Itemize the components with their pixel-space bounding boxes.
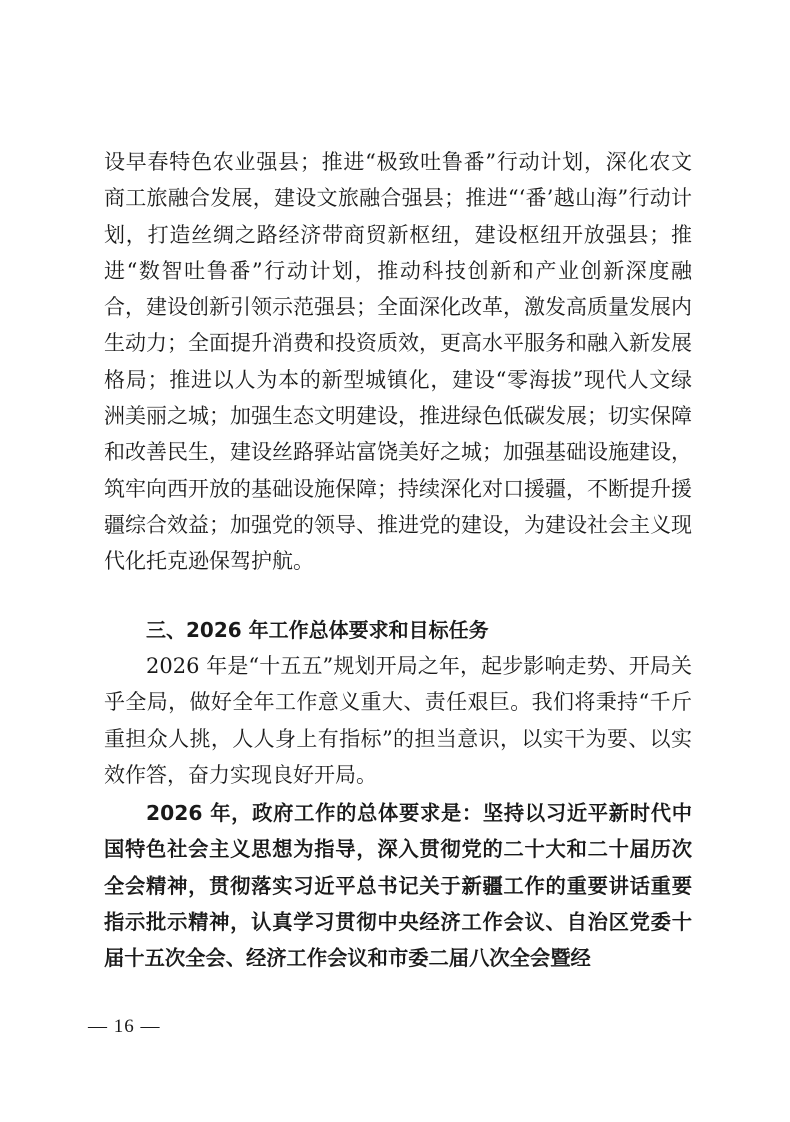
- requirements-lead: 2026 年，政府工作的总体要求是：: [146, 801, 483, 825]
- section-heading: 三、2026 年工作总体要求和目标任务: [146, 618, 489, 642]
- page-number: — 16 —: [88, 1016, 161, 1037]
- body-paragraph-requirements: [104, 795, 692, 976]
- requirements-body: 坚持以习近平新时代中国特色社会主义思想为指导，深入贯彻党的二十大和二十届历次全会精神，贯彻落实习近平总书记关于新疆工作的重要讲话重要指示批示精神，认真学习贯彻中央经济工作会议、自治区党委十届十五次全会、经济工作会议和市委二届八次全会暨经: [104, 801, 692, 971]
- body-paragraph-intro: 2026 年是“十五五”规划开局之年，起步影响走势、开局关乎全局，做好全年工作意义重大、责任艰巨。我们将秉持“千斤重担众人挑，人人身上有指标”的担当意识，以实干为要、以实效作答，奋力实现良好开局。: [104, 654, 692, 787]
- body-paragraph-continuation: 设早春特色农业强县；推进“极致吐鲁番”行动计划，深化农文商工旅融合发展，建设文旅融合强县；推进“‘番’越山海”行动计划，打造丝绸之路经济带商贸新枢纽，建设枢纽开放强县；推进“数智吐鲁番”行动计划，推动科技创新和产业创新深度融合，建设创新引领示范强县；全面深化改革，激发高质量发展内生动力；全面提升消费和投资质效，更高水平服务和融入新发展格局；推进以人为本的新型城镇化，建设“零海拔”现代人文绿洲美丽之城；加强生态文明建设，推进绿色低碳发展；切实保障和改善民生，建设丝路驿站富饶美好之城；加强基础设施建设，筑牢向西开放的基础设施保障；持续深化对口援疆，不断提升援疆综合效益；加强党的领导、推进党的建设，为建设社会主义现代化托克逊保驾护航。: [104, 150, 692, 574]
